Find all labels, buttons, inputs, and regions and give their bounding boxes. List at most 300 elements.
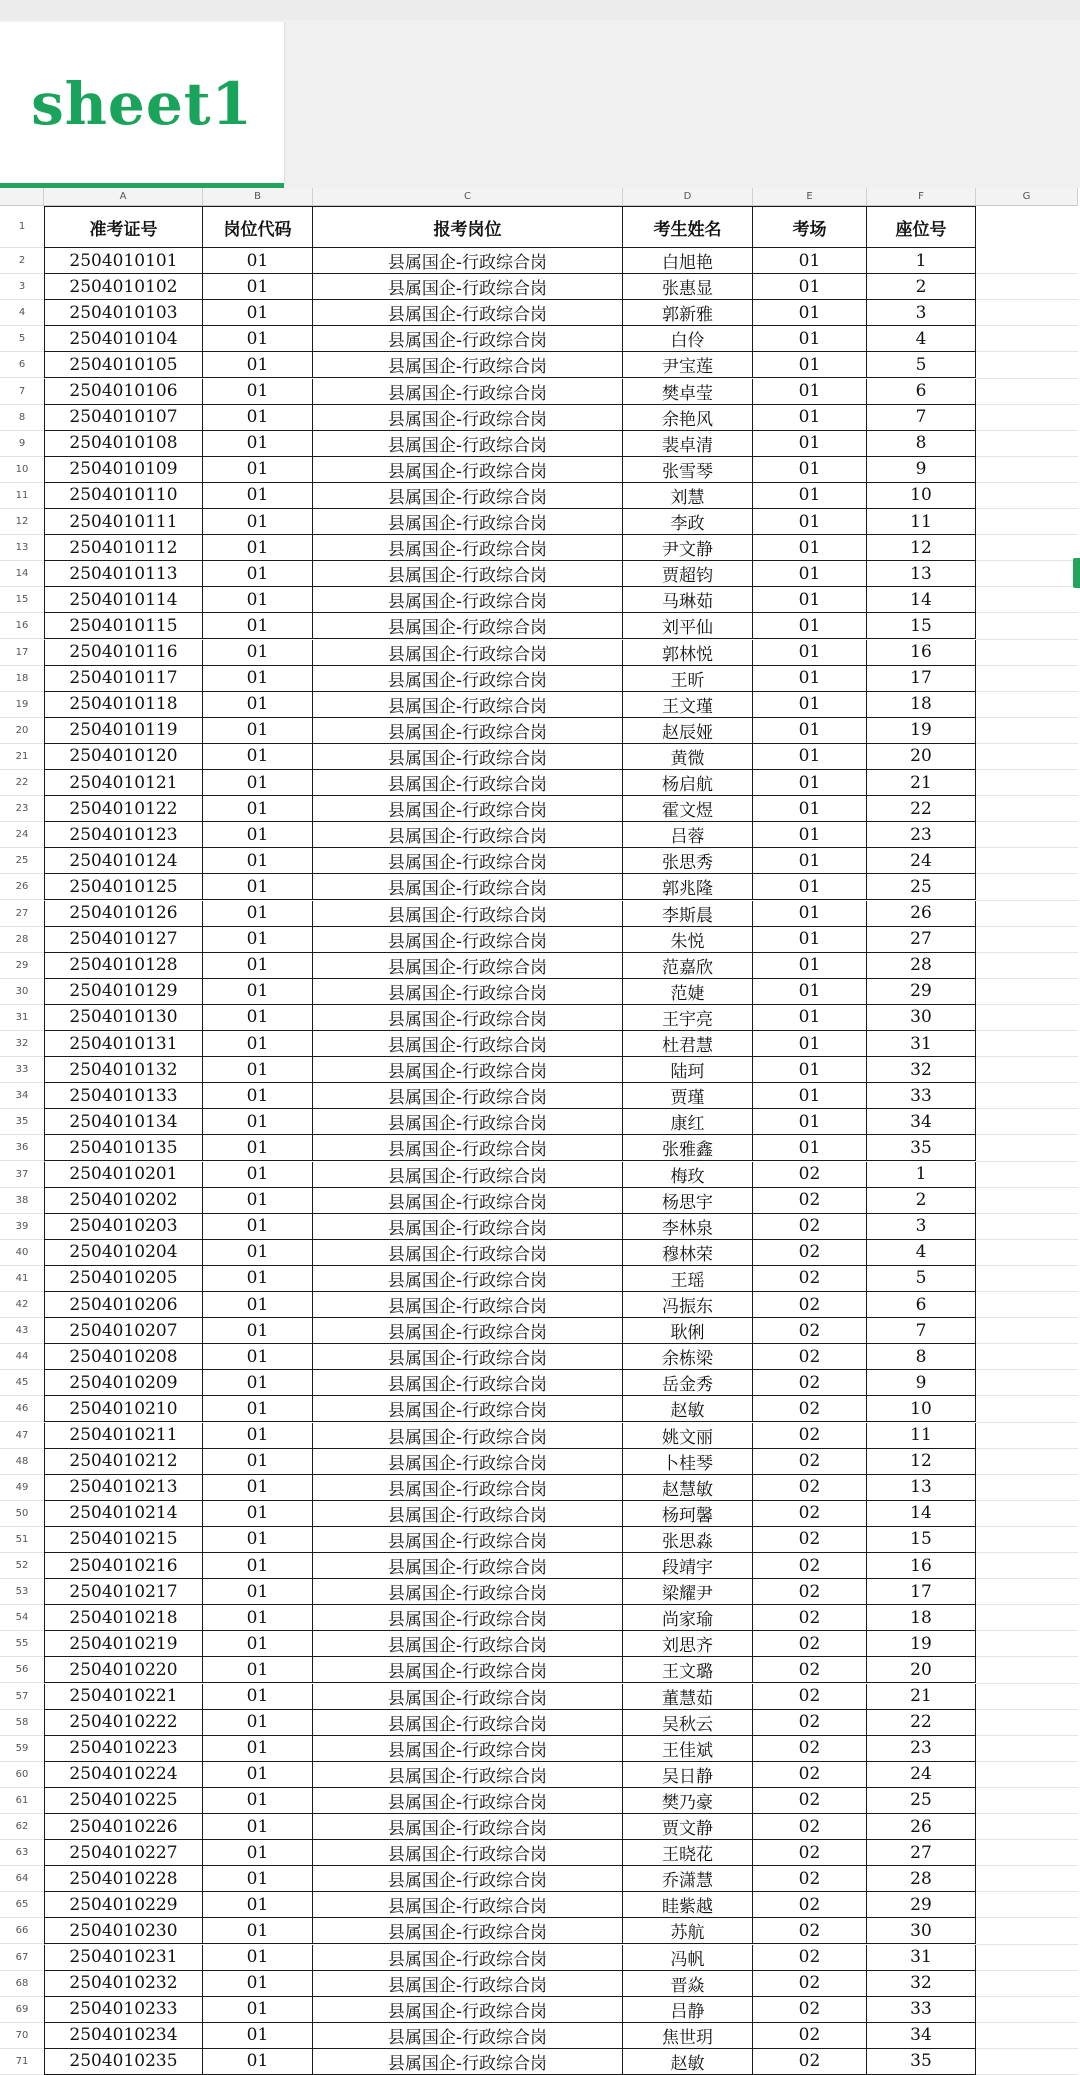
row-header[interactable]: 71: [0, 2049, 44, 2075]
cell-post-name[interactable]: 县属国企-行政综合岗: [313, 1631, 623, 1657]
cell-seat-number[interactable]: 5: [867, 1266, 976, 1292]
cell-post-code[interactable]: 01: [203, 744, 313, 770]
cell-post-name[interactable]: 县属国企-行政综合岗: [313, 1684, 623, 1710]
cell-exam-room[interactable]: 02: [753, 1710, 867, 1736]
cell-candidate-name[interactable]: 尹宝莲: [623, 352, 753, 378]
cell-candidate-name[interactable]: 王宇亮: [623, 1005, 753, 1031]
row-header[interactable]: 4: [0, 300, 44, 326]
cell-candidate-name[interactable]: 朱悦: [623, 927, 753, 953]
cell-post-name[interactable]: 县属国企-行政综合岗: [313, 874, 623, 900]
column-header-c[interactable]: C: [313, 188, 623, 206]
cell-exam-id[interactable]: 2504010112: [44, 535, 203, 561]
cell-exam-id[interactable]: 2504010205: [44, 1266, 203, 1292]
cell-post-code[interactable]: 01: [203, 457, 313, 483]
cell-exam-room[interactable]: 02: [753, 1240, 867, 1266]
cell-seat-number[interactable]: 14: [867, 587, 976, 613]
cell-post-code[interactable]: 01: [203, 2023, 313, 2049]
cell-seat-number[interactable]: 22: [867, 796, 976, 822]
cell-exam-room[interactable]: 02: [753, 2049, 867, 2075]
cell-exam-id[interactable]: 2504010210: [44, 1396, 203, 1422]
cell-post-name[interactable]: 县属国企-行政综合岗: [313, 1057, 623, 1083]
cell-candidate-name[interactable]: 贾超钧: [623, 561, 753, 587]
cell-candidate-name[interactable]: 赵敏: [623, 1396, 753, 1422]
row-header[interactable]: 52: [0, 1553, 44, 1579]
cell-exam-id[interactable]: 2504010120: [44, 744, 203, 770]
cell-post-code[interactable]: 01: [203, 1527, 313, 1553]
cell-post-name[interactable]: 县属国企-行政综合岗: [313, 613, 623, 639]
cell-seat-number[interactable]: 9: [867, 1370, 976, 1396]
cell-seat-number[interactable]: 21: [867, 770, 976, 796]
cell-exam-id[interactable]: 2504010216: [44, 1553, 203, 1579]
cell-seat-number[interactable]: 3: [867, 1214, 976, 1240]
cell-exam-room[interactable]: 02: [753, 1318, 867, 1344]
row-header[interactable]: 64: [0, 1866, 44, 1892]
cell-post-code[interactable]: 01: [203, 770, 313, 796]
cell-post-code[interactable]: 01: [203, 692, 313, 718]
cell-candidate-name[interactable]: 郭新雅: [623, 300, 753, 326]
cell-candidate-name[interactable]: 陆珂: [623, 1057, 753, 1083]
row-header[interactable]: 44: [0, 1344, 44, 1370]
row-header[interactable]: 16: [0, 613, 44, 639]
cell-exam-id[interactable]: 2504010232: [44, 1971, 203, 1997]
cell-exam-room[interactable]: 02: [753, 1657, 867, 1683]
cell-post-code[interactable]: 01: [203, 848, 313, 874]
cell-post-name[interactable]: 县属国企-行政综合岗: [313, 300, 623, 326]
cell-seat-number[interactable]: 22: [867, 1710, 976, 1736]
cell-post-name[interactable]: 县属国企-行政综合岗: [313, 1892, 623, 1918]
cell-exam-id[interactable]: 2504010102: [44, 274, 203, 300]
cell-post-name[interactable]: 县属国企-行政综合岗: [313, 561, 623, 587]
cell-seat-number[interactable]: 4: [867, 326, 976, 352]
cell-seat-number[interactable]: 7: [867, 1318, 976, 1344]
cell-seat-number[interactable]: 25: [867, 1788, 976, 1814]
cell-post-name[interactable]: 县属国企-行政综合岗: [313, 640, 623, 666]
cell-seat-number[interactable]: 11: [867, 509, 976, 535]
cell-exam-room[interactable]: 01: [753, 613, 867, 639]
cell-candidate-name[interactable]: 郭兆隆: [623, 874, 753, 900]
cell-exam-room[interactable]: 01: [753, 431, 867, 457]
cell-post-code[interactable]: 01: [203, 1214, 313, 1240]
cell-exam-room[interactable]: 01: [753, 1005, 867, 1031]
cell-post-name[interactable]: 县属国企-行政综合岗: [313, 979, 623, 1005]
column-header-g[interactable]: G: [976, 188, 1078, 206]
cell-exam-id[interactable]: 2504010117: [44, 666, 203, 692]
cell-post-name[interactable]: 县属国企-行政综合岗: [313, 1501, 623, 1527]
cell-exam-room[interactable]: 01: [753, 326, 867, 352]
cell-exam-room[interactable]: 02: [753, 1553, 867, 1579]
cell-exam-id[interactable]: 2504010132: [44, 1057, 203, 1083]
cell-exam-room[interactable]: 01: [753, 587, 867, 613]
cell-post-code[interactable]: 01: [203, 1997, 313, 2023]
row-header[interactable]: 11: [0, 483, 44, 509]
cell-candidate-name[interactable]: 王昕: [623, 666, 753, 692]
cell-seat-number[interactable]: 2: [867, 274, 976, 300]
cell-exam-id[interactable]: 2504010104: [44, 326, 203, 352]
cell-post-name[interactable]: 县属国企-行政综合岗: [313, 1344, 623, 1370]
cell-seat-number[interactable]: 8: [867, 431, 976, 457]
cell-post-code[interactable]: 01: [203, 1684, 313, 1710]
cell-candidate-name[interactable]: 王晓花: [623, 1840, 753, 1866]
cell-post-name[interactable]: 县属国企-行政综合岗: [313, 953, 623, 979]
cell-seat-number[interactable]: 32: [867, 1057, 976, 1083]
row-header-1[interactable]: 1: [0, 206, 44, 248]
row-header[interactable]: 63: [0, 1840, 44, 1866]
cell-exam-id[interactable]: 2504010224: [44, 1762, 203, 1788]
row-header[interactable]: 66: [0, 1918, 44, 1944]
cell-post-name[interactable]: 县属国企-行政综合岗: [313, 274, 623, 300]
cell-seat-number[interactable]: 33: [867, 1083, 976, 1109]
cell-exam-id[interactable]: 2504010213: [44, 1475, 203, 1501]
cell-exam-room[interactable]: 01: [753, 953, 867, 979]
row-header[interactable]: 38: [0, 1188, 44, 1214]
cell-post-name[interactable]: 县属国企-行政综合岗: [313, 770, 623, 796]
cell-post-name[interactable]: 县属国企-行政综合岗: [313, 927, 623, 953]
row-header[interactable]: 18: [0, 666, 44, 692]
cell-seat-number[interactable]: 6: [867, 1292, 976, 1318]
cell-post-code[interactable]: 01: [203, 1971, 313, 1997]
cell-exam-room[interactable]: 02: [753, 1814, 867, 1840]
cell-exam-id[interactable]: 2504010220: [44, 1657, 203, 1683]
cell-exam-id[interactable]: 2504010114: [44, 587, 203, 613]
cell-post-code[interactable]: 01: [203, 1370, 313, 1396]
cell-candidate-name[interactable]: 余艳风: [623, 405, 753, 431]
row-header[interactable]: 10: [0, 457, 44, 483]
cell-seat-number[interactable]: 17: [867, 1579, 976, 1605]
cell-post-name[interactable]: 县属国企-行政综合岗: [313, 1083, 623, 1109]
row-header[interactable]: 28: [0, 927, 44, 953]
row-header[interactable]: 36: [0, 1135, 44, 1161]
cell-exam-room[interactable]: 02: [753, 1423, 867, 1449]
column-header-d[interactable]: D: [623, 188, 753, 206]
cell-exam-room[interactable]: 02: [753, 1866, 867, 1892]
column-header-b[interactable]: B: [203, 188, 313, 206]
cell-post-name[interactable]: 县属国企-行政综合岗: [313, 483, 623, 509]
cell-exam-room[interactable]: 01: [753, 379, 867, 405]
header-post-name[interactable]: 报考岗位: [313, 206, 623, 248]
cell-post-name[interactable]: 县属国企-行政综合岗: [313, 1318, 623, 1344]
cell-seat-number[interactable]: 16: [867, 640, 976, 666]
cell-exam-room[interactable]: 02: [753, 1579, 867, 1605]
cell-post-code[interactable]: 01: [203, 300, 313, 326]
row-header[interactable]: 42: [0, 1292, 44, 1318]
cell-candidate-name[interactable]: 吴秋云: [623, 1710, 753, 1736]
cell-post-code[interactable]: 01: [203, 405, 313, 431]
cell-exam-room[interactable]: 02: [753, 1266, 867, 1292]
row-header[interactable]: 5: [0, 326, 44, 352]
cell-exam-room[interactable]: 02: [753, 1292, 867, 1318]
cell-post-name[interactable]: 县属国企-行政综合岗: [313, 1866, 623, 1892]
cell-post-code[interactable]: 01: [203, 1475, 313, 1501]
cell-post-code[interactable]: 01: [203, 1892, 313, 1918]
cell-exam-room[interactable]: 02: [753, 1892, 867, 1918]
cell-post-code[interactable]: 01: [203, 1135, 313, 1161]
cell-post-name[interactable]: 县属国企-行政综合岗: [313, 901, 623, 927]
row-header[interactable]: 6: [0, 352, 44, 378]
cell-post-name[interactable]: 县属国企-行政综合岗: [313, 405, 623, 431]
cell-post-code[interactable]: 01: [203, 1292, 313, 1318]
cell-exam-id[interactable]: 2504010233: [44, 1997, 203, 2023]
cell-seat-number[interactable]: 24: [867, 1762, 976, 1788]
cell-exam-room[interactable]: 01: [753, 901, 867, 927]
cell-post-code[interactable]: 01: [203, 535, 313, 561]
cell-exam-room[interactable]: 02: [753, 1396, 867, 1422]
cell-exam-room[interactable]: 01: [753, 822, 867, 848]
cell-candidate-name[interactable]: 杨珂馨: [623, 1501, 753, 1527]
cell-exam-room[interactable]: 01: [753, 640, 867, 666]
row-header[interactable]: 53: [0, 1579, 44, 1605]
cell-seat-number[interactable]: 8: [867, 1344, 976, 1370]
cell-exam-id[interactable]: 2504010208: [44, 1344, 203, 1370]
row-header[interactable]: 13: [0, 535, 44, 561]
cell-post-code[interactable]: 01: [203, 1109, 313, 1135]
cell-exam-room[interactable]: 01: [753, 300, 867, 326]
cell-candidate-name[interactable]: 刘慧: [623, 483, 753, 509]
cell-exam-room[interactable]: 01: [753, 1135, 867, 1161]
cell-seat-number[interactable]: 9: [867, 457, 976, 483]
cell-post-name[interactable]: 县属国企-行政综合岗: [313, 1710, 623, 1736]
cell-exam-room[interactable]: 02: [753, 1527, 867, 1553]
cell-exam-id[interactable]: 2504010231: [44, 1945, 203, 1971]
row-header[interactable]: 25: [0, 848, 44, 874]
row-header[interactable]: 46: [0, 1396, 44, 1422]
row-header[interactable]: 34: [0, 1083, 44, 1109]
row-header[interactable]: 2: [0, 248, 44, 274]
cell-seat-number[interactable]: 19: [867, 1631, 976, 1657]
cell-post-name[interactable]: 县属国企-行政综合岗: [313, 1840, 623, 1866]
cell-seat-number[interactable]: 23: [867, 822, 976, 848]
cell-seat-number[interactable]: 16: [867, 1553, 976, 1579]
cell-exam-room[interactable]: 01: [753, 874, 867, 900]
cell-candidate-name[interactable]: 贾瑾: [623, 1083, 753, 1109]
cell-post-name[interactable]: 县属国企-行政综合岗: [313, 1135, 623, 1161]
cell-exam-id[interactable]: 2504010127: [44, 927, 203, 953]
cell-candidate-name[interactable]: 白伶: [623, 326, 753, 352]
row-header[interactable]: 68: [0, 1971, 44, 1997]
cell-exam-room[interactable]: 01: [753, 718, 867, 744]
row-header[interactable]: 19: [0, 692, 44, 718]
cell-exam-room[interactable]: 02: [753, 1918, 867, 1944]
cell-exam-id[interactable]: 2504010108: [44, 431, 203, 457]
cell-post-code[interactable]: 01: [203, 1553, 313, 1579]
cell-exam-room[interactable]: 01: [753, 770, 867, 796]
cell-exam-id[interactable]: 2504010223: [44, 1736, 203, 1762]
row-header[interactable]: 29: [0, 953, 44, 979]
cell-post-code[interactable]: 01: [203, 1396, 313, 1422]
cell-seat-number[interactable]: 30: [867, 1005, 976, 1031]
row-header[interactable]: 26: [0, 874, 44, 900]
row-header[interactable]: 49: [0, 1475, 44, 1501]
row-header[interactable]: 22: [0, 770, 44, 796]
cell-candidate-name[interactable]: 耿俐: [623, 1318, 753, 1344]
cell-post-code[interactable]: 01: [203, 326, 313, 352]
cell-seat-number[interactable]: 20: [867, 744, 976, 770]
cell-candidate-name[interactable]: 穆林荣: [623, 1240, 753, 1266]
row-header[interactable]: 24: [0, 822, 44, 848]
cell-exam-room[interactable]: 01: [753, 405, 867, 431]
cell-candidate-name[interactable]: 樊卓莹: [623, 379, 753, 405]
row-header[interactable]: 58: [0, 1710, 44, 1736]
cell-post-code[interactable]: 01: [203, 1266, 313, 1292]
cell-seat-number[interactable]: 25: [867, 874, 976, 900]
cell-seat-number[interactable]: 21: [867, 1684, 976, 1710]
cell-exam-id[interactable]: 2504010206: [44, 1292, 203, 1318]
cell-seat-number[interactable]: 27: [867, 1840, 976, 1866]
row-header[interactable]: 62: [0, 1814, 44, 1840]
cell-candidate-name[interactable]: 张雪琴: [623, 457, 753, 483]
cell-exam-id[interactable]: 2504010121: [44, 770, 203, 796]
cell-seat-number[interactable]: 15: [867, 1527, 976, 1553]
cell-candidate-name[interactable]: 赵敏: [623, 2049, 753, 2075]
cell-candidate-name[interactable]: 姚文丽: [623, 1423, 753, 1449]
cell-post-name[interactable]: 县属国企-行政综合岗: [313, 1945, 623, 1971]
cell-exam-room[interactable]: 02: [753, 1684, 867, 1710]
cell-exam-room[interactable]: 02: [753, 1162, 867, 1188]
cell-post-code[interactable]: 01: [203, 1840, 313, 1866]
cell-post-code[interactable]: 01: [203, 1083, 313, 1109]
cell-exam-id[interactable]: 2504010235: [44, 2049, 203, 2075]
cell-exam-room[interactable]: 01: [753, 1109, 867, 1135]
cell-candidate-name[interactable]: 杨启航: [623, 770, 753, 796]
cell-exam-id[interactable]: 2504010116: [44, 640, 203, 666]
cell-candidate-name[interactable]: 岳金秀: [623, 1370, 753, 1396]
cell-exam-room[interactable]: 01: [753, 274, 867, 300]
cell-post-name[interactable]: 县属国企-行政综合岗: [313, 2023, 623, 2049]
cell-exam-room[interactable]: 02: [753, 1762, 867, 1788]
row-header[interactable]: 33: [0, 1057, 44, 1083]
cell-candidate-name[interactable]: 范婕: [623, 979, 753, 1005]
row-header[interactable]: 3: [0, 274, 44, 300]
row-header[interactable]: 69: [0, 1997, 44, 2023]
cell-exam-id[interactable]: 2504010125: [44, 874, 203, 900]
cell-exam-id[interactable]: 2504010111: [44, 509, 203, 535]
cell-seat-number[interactable]: 27: [867, 927, 976, 953]
cell-exam-id[interactable]: 2504010126: [44, 901, 203, 927]
cell-post-name[interactable]: 县属国企-行政综合岗: [313, 1475, 623, 1501]
cell-post-code[interactable]: 01: [203, 1866, 313, 1892]
cell-post-name[interactable]: 县属国企-行政综合岗: [313, 848, 623, 874]
cell-seat-number[interactable]: 7: [867, 405, 976, 431]
cell-seat-number[interactable]: 13: [867, 561, 976, 587]
cell-post-name[interactable]: 县属国企-行政综合岗: [313, 1188, 623, 1214]
row-header[interactable]: 61: [0, 1788, 44, 1814]
row-header[interactable]: 48: [0, 1449, 44, 1475]
cell-post-name[interactable]: 县属国企-行政综合岗: [313, 1370, 623, 1396]
cell-post-code[interactable]: 01: [203, 1423, 313, 1449]
row-header[interactable]: 56: [0, 1657, 44, 1683]
cell-post-code[interactable]: 01: [203, 718, 313, 744]
cell-seat-number[interactable]: 34: [867, 2023, 976, 2049]
cell-seat-number[interactable]: 29: [867, 979, 976, 1005]
cell-candidate-name[interactable]: 马琳茹: [623, 587, 753, 613]
cell-seat-number[interactable]: 13: [867, 1475, 976, 1501]
cell-exam-id[interactable]: 2504010222: [44, 1710, 203, 1736]
cell-candidate-name[interactable]: 梁耀尹: [623, 1579, 753, 1605]
cell-exam-id[interactable]: 2504010103: [44, 300, 203, 326]
cell-post-code[interactable]: 01: [203, 352, 313, 378]
cell-post-code[interactable]: 01: [203, 587, 313, 613]
cell-exam-id[interactable]: 2504010201: [44, 1162, 203, 1188]
cell-post-name[interactable]: 县属国企-行政综合岗: [313, 1449, 623, 1475]
cell-exam-id[interactable]: 2504010217: [44, 1579, 203, 1605]
cell-post-name[interactable]: 县属国企-行政综合岗: [313, 1527, 623, 1553]
cell-seat-number[interactable]: 1: [867, 1162, 976, 1188]
cell-candidate-name[interactable]: 卜桂琴: [623, 1449, 753, 1475]
cell-exam-id[interactable]: 2504010212: [44, 1449, 203, 1475]
cell-candidate-name[interactable]: 赵慧敏: [623, 1475, 753, 1501]
cell-exam-id[interactable]: 2504010230: [44, 1918, 203, 1944]
cell-post-name[interactable]: 县属国企-行政综合岗: [313, 1814, 623, 1840]
row-header[interactable]: 23: [0, 796, 44, 822]
cell-exam-room[interactable]: 01: [753, 561, 867, 587]
cell-seat-number[interactable]: 17: [867, 666, 976, 692]
cell-exam-id[interactable]: 2504010130: [44, 1005, 203, 1031]
cell-candidate-name[interactable]: 焦世玥: [623, 2023, 753, 2049]
header-candidate-name[interactable]: 考生姓名: [623, 206, 753, 248]
cell-post-code[interactable]: 01: [203, 1814, 313, 1840]
cell-exam-id[interactable]: 2504010221: [44, 1684, 203, 1710]
cell-post-name[interactable]: 县属国企-行政综合岗: [313, 1971, 623, 1997]
cell-seat-number[interactable]: 35: [867, 2049, 976, 2075]
cell-exam-room[interactable]: 01: [753, 1031, 867, 1057]
cell-post-name[interactable]: 县属国企-行政综合岗: [313, 1918, 623, 1944]
cell-candidate-name[interactable]: 霍文煜: [623, 796, 753, 822]
cell-seat-number[interactable]: 29: [867, 1892, 976, 1918]
cell-post-name[interactable]: 县属国企-行政综合岗: [313, 1553, 623, 1579]
cell-seat-number[interactable]: 28: [867, 953, 976, 979]
cell-post-code[interactable]: 01: [203, 248, 313, 274]
cell-exam-id[interactable]: 2504010211: [44, 1423, 203, 1449]
cell-exam-room[interactable]: 01: [753, 927, 867, 953]
cell-exam-room[interactable]: 01: [753, 457, 867, 483]
row-header[interactable]: 7: [0, 379, 44, 405]
cell-post-code[interactable]: 01: [203, 509, 313, 535]
cell-post-name[interactable]: 县属国企-行政综合岗: [313, 2049, 623, 2075]
cell-candidate-name[interactable]: 郭林悦: [623, 640, 753, 666]
cell-post-code[interactable]: 01: [203, 1605, 313, 1631]
cell-seat-number[interactable]: 4: [867, 1240, 976, 1266]
cell-candidate-name[interactable]: 白旭艳: [623, 248, 753, 274]
row-header[interactable]: 57: [0, 1684, 44, 1710]
cell-post-code[interactable]: 01: [203, 1005, 313, 1031]
cell-post-name[interactable]: 县属国企-行政综合岗: [313, 1266, 623, 1292]
cell-seat-number[interactable]: 24: [867, 848, 976, 874]
row-header[interactable]: 9: [0, 431, 44, 457]
cell-post-name[interactable]: 县属国企-行政综合岗: [313, 1031, 623, 1057]
cell-exam-id[interactable]: 2504010218: [44, 1605, 203, 1631]
row-header[interactable]: 35: [0, 1109, 44, 1135]
cell-candidate-name[interactable]: 吕蓉: [623, 822, 753, 848]
cell-exam-room[interactable]: 01: [753, 979, 867, 1005]
cell-post-code[interactable]: 01: [203, 822, 313, 848]
cell-post-name[interactable]: 县属国企-行政综合岗: [313, 509, 623, 535]
cell-candidate-name[interactable]: 冯振东: [623, 1292, 753, 1318]
cell-exam-id[interactable]: 2504010133: [44, 1083, 203, 1109]
cell-seat-number[interactable]: 18: [867, 692, 976, 718]
cell-post-name[interactable]: 县属国企-行政综合岗: [313, 796, 623, 822]
cell-seat-number[interactable]: 31: [867, 1945, 976, 1971]
row-header[interactable]: 8: [0, 405, 44, 431]
cell-post-code[interactable]: 01: [203, 796, 313, 822]
cell-exam-id[interactable]: 2504010207: [44, 1318, 203, 1344]
cell-post-name[interactable]: 县属国企-行政综合岗: [313, 1162, 623, 1188]
cell-exam-room[interactable]: 01: [753, 535, 867, 561]
row-header[interactable]: 27: [0, 901, 44, 927]
cell-post-code[interactable]: 01: [203, 1657, 313, 1683]
cell-post-code[interactable]: 01: [203, 1188, 313, 1214]
cell-exam-id[interactable]: 2504010131: [44, 1031, 203, 1057]
cell-post-name[interactable]: 县属国企-行政综合岗: [313, 1396, 623, 1422]
cell-seat-number[interactable]: 6: [867, 379, 976, 405]
